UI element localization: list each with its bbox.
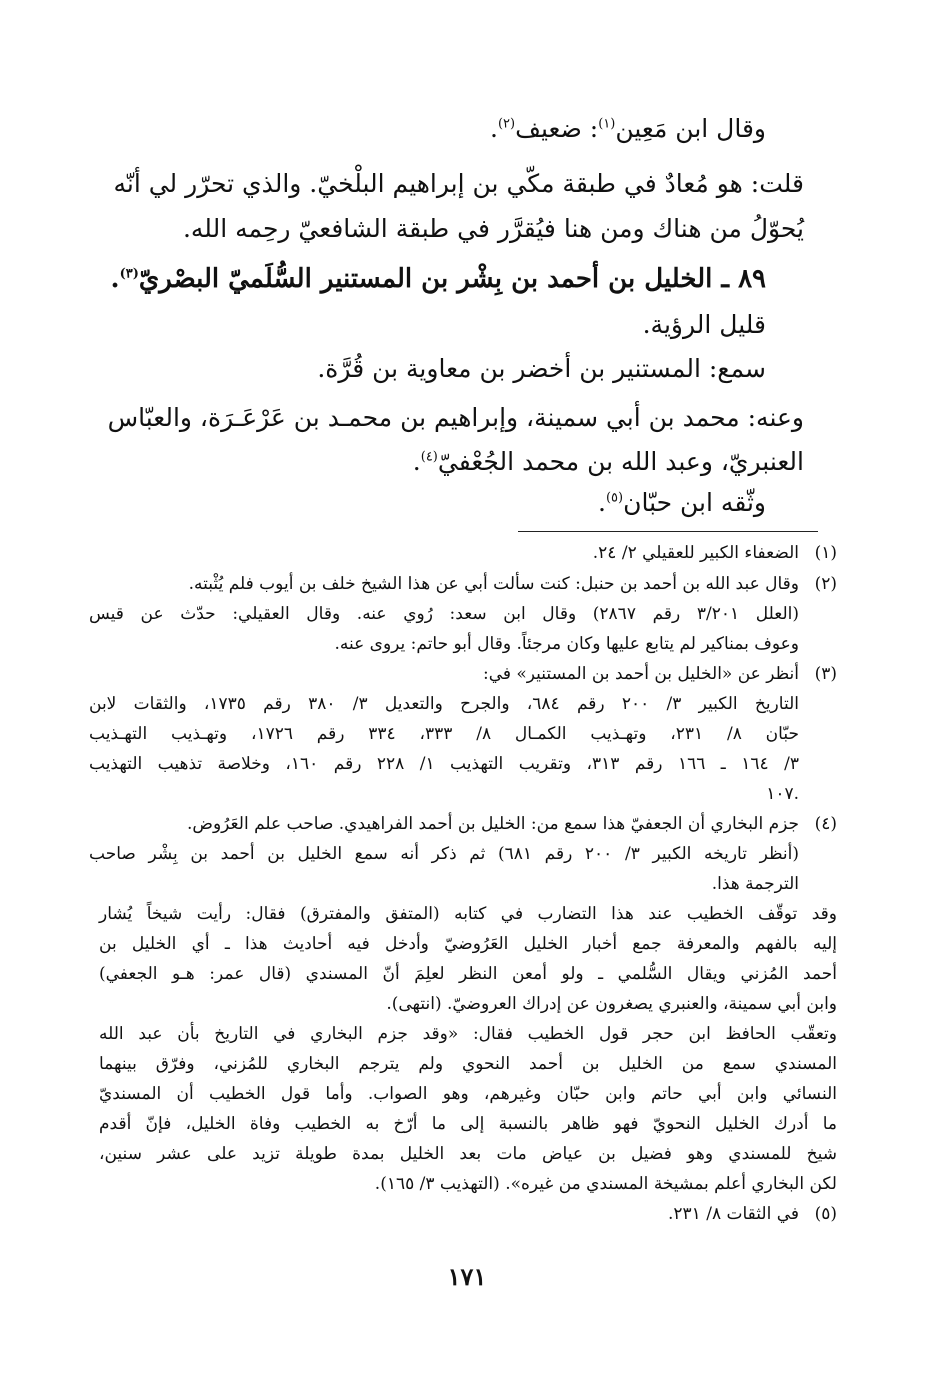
footnote-4-line-8: وتعقّب الحافظ ابن حجر قول الخطيب فقال: «وقد جزم البخاري في التاريخ بأن عبد الله (99, 1024, 837, 1044)
footnote-number-4: (٤) (814, 814, 837, 834)
footnote-number-1: (١) (814, 543, 837, 563)
footnote-4-line-13: لكن البخاري أعلم بمشيخة المسندي من غيره». (التهذيب ٣/ ١٦٥). (374, 1174, 837, 1194)
footnote-4-line-5: إليه بالفهم والمعرفة جمع أخبار الخليل العَرُوضيّ وأدخل فيه أحاديث هذا ـ أي الخليل بن (99, 934, 837, 954)
footnote-4-line-3: الترجمة هذا. (711, 874, 799, 894)
footnote-4-line-10: النسائي وابن أبي حاتم وابن حبّان وغيرهم، وهو الصواب. وأما قول الخطيب أن المسنديّ (99, 1084, 838, 1104)
footnote-number-5: (٥) (814, 1204, 837, 1224)
entry-heading (111, 264, 766, 294)
footnote-3-line-2: التاريخ الكبير ٣/ ٢٠٠ رقم ٦٨٤، والجرح والتعديل ٣/ ٣٨٠ رقم ١٧٣٥، والثقات لابن (89, 694, 799, 714)
footnote-number-2: (٢) (814, 574, 837, 594)
anhu-line-1: وعنه: محمد بن أبي سمينة، وإبراهيم بن محمـد بن عَرْعَـرَة، والعبّاس (107, 403, 804, 432)
footnote-ref-2[interactable]: (٢) (497, 116, 516, 132)
footnote-4-line-6: أحمد المُزني ويقال السُّلمي ـ ولو أمعن النظر لعلِمَ أنّ المسندي (قال عمر: هـو الجعفي) (99, 964, 837, 984)
footnote-2-line-1: وقال عبد الله بن أحمد بن حنبل: كنت سألت أبي عن هذا الشيخ خلف بن أيوب فلم يُثْبته. (188, 574, 799, 594)
footnote-2-line-2: (العلل ٣/٢٠١ رقم ٢٨٦٧) وقال ابن سعد: رُوي عنه. وقال العقيلي: حدّث عن قيس (89, 604, 799, 624)
footnote-ref-3[interactable]: (٣) (119, 266, 139, 282)
page-number: ١٧١ (447, 1262, 487, 1291)
entry-heading-end: . (110, 264, 120, 294)
anhu-line-2-text: العنبريّ، وعبد الله بن محمد الجُعْفيّ (437, 447, 804, 476)
footnote-5-text: في الثقات ٨/ ٢٣١. (667, 1204, 799, 1224)
samia-line: سمع: المستنير بن أخضر بن معاوية بن قُرَّة. (317, 354, 766, 383)
footnote-ref-1[interactable]: (١) (598, 116, 616, 132)
ibn-maeen-line (490, 114, 766, 143)
footnote-3-line-1: أنظر عن «الخليل بن أحمد بن المستنير» في: (482, 664, 799, 684)
footnote-divider (518, 531, 818, 532)
footnote-4-line-9: المسندي سمع من الخليل بن أحمد النحوي ولم يترجم البخاري للمُزني، وفرّق بينهما (99, 1054, 837, 1074)
footnote-1-text: الضعفاء الكبير للعقيلي ٢/ ٢٤. (592, 543, 799, 563)
ibn-maeen-verdict: : ضعيف (515, 114, 599, 143)
footnote-4-line-11: ما أدرك الخليل النحويّ فهو ظاهر بالنسبة إلى ما أرّخ به الخطيب وفاة الخليل، فإنّ أقدم (99, 1114, 837, 1134)
footnote-4-line-7: وابن أبي سمينة، والعنبري يصغرون عن إدراك العروضيّ. (انتهى). (386, 994, 837, 1014)
footnote-ref-5[interactable]: (٥) (605, 490, 624, 506)
anhu-line-2 (413, 447, 804, 476)
ibn-maeen-end: . (490, 114, 498, 143)
anhu-line-2-end: . (412, 447, 421, 476)
wathaqahu-line (598, 488, 766, 517)
entry-heading-text: ٨٩ ـ الخليل بن أحمد بن بِشْر بن المستنير السُّلَميّ البصْريّ (138, 264, 766, 294)
footnote-3-line-3: حبّان ٨/ ٢٣١، وتهـذيب الكمـال ٨/ ٣٣٣، ٣٣٤ رقم ١٧٢٦، وتهـذيب التهـذيب (89, 724, 799, 744)
wathaqahu-end: . (598, 488, 606, 517)
wathaqahu-text: وثّقه ابن حبّان (623, 488, 766, 517)
footnote-4-line-1: جزم البخاري أن الجعفيّ هذا سمع من: الخليل بن أحمد الفراهيدي. صاحب علم العَرُوض. (187, 814, 799, 834)
footnote-number-3: (٣) (814, 664, 837, 684)
footnote-3-line-5: ١٠٧. (766, 784, 799, 804)
ibn-maeen-text: وقال ابن مَعِين (615, 114, 766, 143)
footnote-4-line-2: (أنظر تاريخه الكبير ٣/ ٢٠٠ رقم ٦٨١) ثم ذكر أنه سمع الخليل بن أحمد بن بِشْر صاحب (89, 844, 799, 864)
footnote-ref-4[interactable]: (٤) (420, 449, 438, 465)
footnote-4-line-12: شيخ للمسندي وهو فضيل بن عياض مات بعد الخليل بمدة طويلة تزيد على عشر سنين، (99, 1144, 837, 1164)
qultu-line-2: يُحوّلُ من هناك ومن هنا فيُقرَّر في طبقة الشافعيّ رحِمه الله. (182, 214, 804, 243)
footnote-4-line-4: وقد توقّف الخطيب عند هذا التضارب في كتابه (المتفق والمفترق) فقال: رأيت شيخاً يُشار (99, 904, 837, 924)
qalil-line: قليل الرؤية. (642, 310, 766, 339)
footnote-3-line-4: ٣/ ١٦٤ ـ ١٦٦ رقم ٣١٣، وتقريب التهذيب ١/ ٢٢٨ رقم ١٦٠، وخلاصة تذهيب التهذيب (89, 754, 799, 774)
qultu-line-1: قلت: هو مُعادٌ في طبقة مكّي بن إبراهيم البلْخيّ. والذي تحرّر لي أنّه (113, 169, 804, 198)
footnote-2-line-3: وعوف بمناكير لم يتابع عليها وكان مرجئاً. وقال أبو حاتم: يروى عنه. (334, 634, 799, 654)
